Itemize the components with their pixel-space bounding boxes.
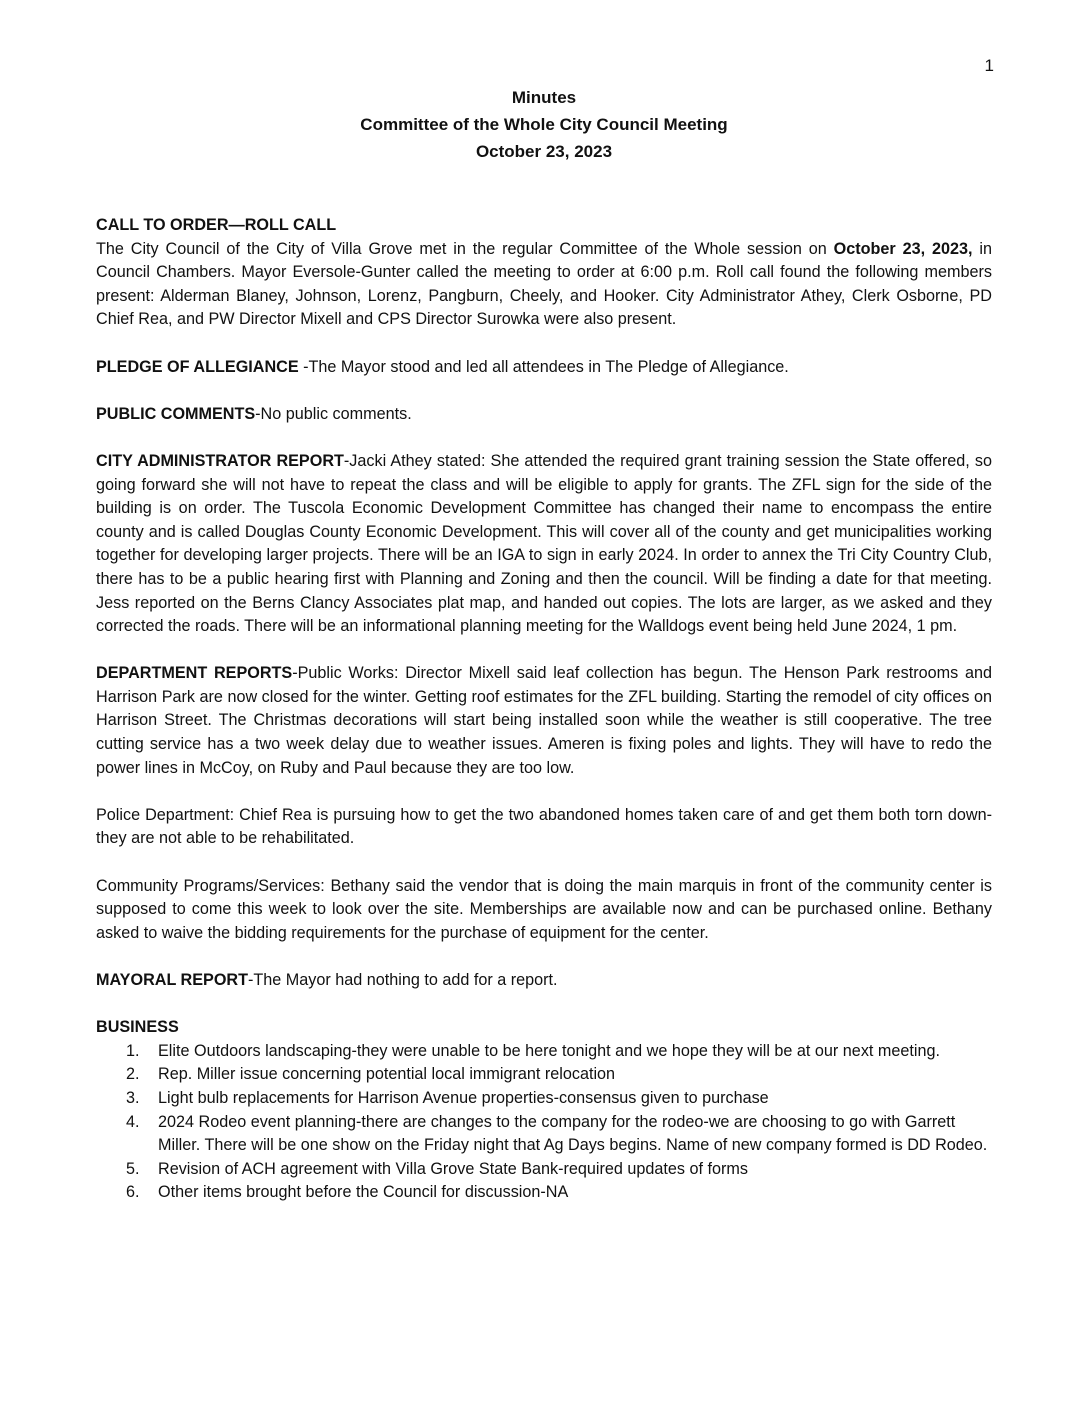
city-admin-section bbox=[96, 450, 992, 639]
business-item bbox=[96, 1158, 992, 1182]
call-to-order-text-2: in Council Chambers. Mayor Eversole-Gunter called the meeting to order at 6:00 p.m. Roll call found the following members present: Alderman Blaney, Johnson, Lorenz, Pangburn, Cheely, and Hooker. City Administrator Athey, Clerk Osborne, PD Chief Rea, and PW Director Mixell and CPS Director Surowka were also present. bbox=[96, 239, 992, 329]
business-item-number: 1. bbox=[126, 1041, 140, 1060]
police-section: Police Department: Chief Rea is pursuing how to get the two abandoned homes taken care of and get them both torn down-they are not able to be rehabilitated. bbox=[96, 805, 992, 848]
pledge-section bbox=[96, 356, 992, 380]
title-minutes: Minutes bbox=[511, 88, 577, 107]
business-item-text: Light bulb replacements for Harrison Avenue properties-consensus given to purchase bbox=[158, 1088, 769, 1107]
business-item-text: Other items brought before the Council for discussion-NA bbox=[158, 1183, 569, 1202]
business-item-text: Rep. Miller issue concerning potential local immigrant relocation bbox=[158, 1065, 616, 1084]
public-comments-section bbox=[96, 403, 992, 427]
mayoral-heading: MAYORAL REPORT bbox=[96, 971, 249, 989]
title-block bbox=[0, 84, 1088, 165]
minutes-body bbox=[96, 214, 992, 1205]
department-reports-heading: DEPARTMENT REPORTS bbox=[96, 664, 293, 683]
title-date: October 23, 2023 bbox=[475, 142, 613, 161]
public-comments-text: -No public comments. bbox=[255, 404, 412, 423]
title-meeting: Committee of the Whole City Council Meeting bbox=[360, 115, 728, 134]
call-to-order-heading: CALL TO ORDER—ROLL CALL bbox=[96, 216, 337, 234]
business-item-number: 4. bbox=[126, 1112, 140, 1131]
business-item-number: 3. bbox=[126, 1088, 140, 1107]
business-item bbox=[96, 1181, 992, 1205]
business-item bbox=[96, 1087, 992, 1111]
call-to-order-text-1: The City Council of the City of Villa Grove met in the regular Committee of the Whole session on bbox=[96, 239, 834, 258]
city-admin-heading: CITY ADMINISTRATOR REPORT bbox=[96, 451, 344, 470]
call-to-order-section bbox=[96, 214, 992, 332]
pledge-heading: PLEDGE OF ALLEGIANCE bbox=[96, 357, 299, 376]
public-comments-heading: PUBLIC COMMENTS bbox=[96, 404, 256, 423]
community-section: Community Programs/Services: Bethany said the vendor that is doing the main marquis in front of the community center is supposed to come this week to look over the site. Memberships are available now and can be purchased online. Bethany asked to waive the bidding requirements for the purchase of equipment for the center. bbox=[96, 876, 992, 942]
business-item bbox=[96, 1063, 992, 1087]
meeting-date-bold: October 23, 2023, bbox=[833, 239, 973, 258]
business-item-text: Revision of ACH agreement with Villa Grove State Bank-required updates of forms bbox=[158, 1159, 748, 1178]
business-item-number: 2. bbox=[126, 1065, 140, 1084]
business-list bbox=[96, 1040, 992, 1205]
business-section bbox=[96, 1016, 992, 1205]
city-admin-text: -Jacki Athey stated: She attended the required grant training session the State offered, so going forward she will not have to repeat the class and will be eligible to apply for grants. The ZFL sign for the side of the building is on order. The Tuscola Economic Development Committee has changed their name to encompass the entire county and is called Douglas County Economic Development. This will cover all of the county and get municipalities working together for developing larger projects. There will be an IGA to sign in early 2024. In order to annex the Tri City Country Club, there has to be a public hearing first with Planning and Zoning and then the council. Will be finding a date for that meeting. Jess reported on the Berns Clancy Associates plat map, and handed out copies. The lots are larger, as we asked and they corrected the roads. There will be an informational planning meeting for the Walldogs event being held June 2024, 1 pm. bbox=[96, 451, 992, 636]
department-reports-text: -Public Works: Director Mixell said leaf collection has begun. The Henson Park restrooms and Harrison Park are now closed for the winter. Getting roof estimates for the ZFL building. Starting the remodel of city offices on Harrison Street. The Christmas decorations will start being installed soon while the weather is still cooperative. The tree cutting service has a two week delay due to weather issues. Ameren is fixing poles and lights. They will have to redo the power lines in McCoy, on Ruby and Paul because they are too low. bbox=[96, 664, 992, 777]
business-heading: BUSINESS bbox=[96, 1018, 179, 1037]
mayoral-section bbox=[96, 969, 992, 993]
pledge-text: -The Mayor stood and led all attendees in The Pledge of Allegiance. bbox=[298, 357, 789, 376]
business-item-number: 6. bbox=[126, 1183, 140, 1202]
mayoral-text: -The Mayor had nothing to add for a report. bbox=[248, 971, 558, 989]
business-item bbox=[96, 1111, 992, 1158]
business-item-text: 2024 Rodeo event planning-there are changes to the company for the rodeo-we are choosing to go with Garrett Miller. There will be one show on the Friday night that Ag Days begins. Name of new company formed is DD Rodeo. bbox=[158, 1112, 988, 1155]
business-item-number: 5. bbox=[126, 1159, 140, 1178]
page-number: 1 bbox=[984, 56, 994, 75]
business-item bbox=[96, 1040, 992, 1064]
department-reports-section bbox=[96, 662, 992, 780]
business-item-text: Elite Outdoors landscaping-they were unable to be here tonight and we hope they will be at our next meeting. bbox=[158, 1041, 940, 1060]
